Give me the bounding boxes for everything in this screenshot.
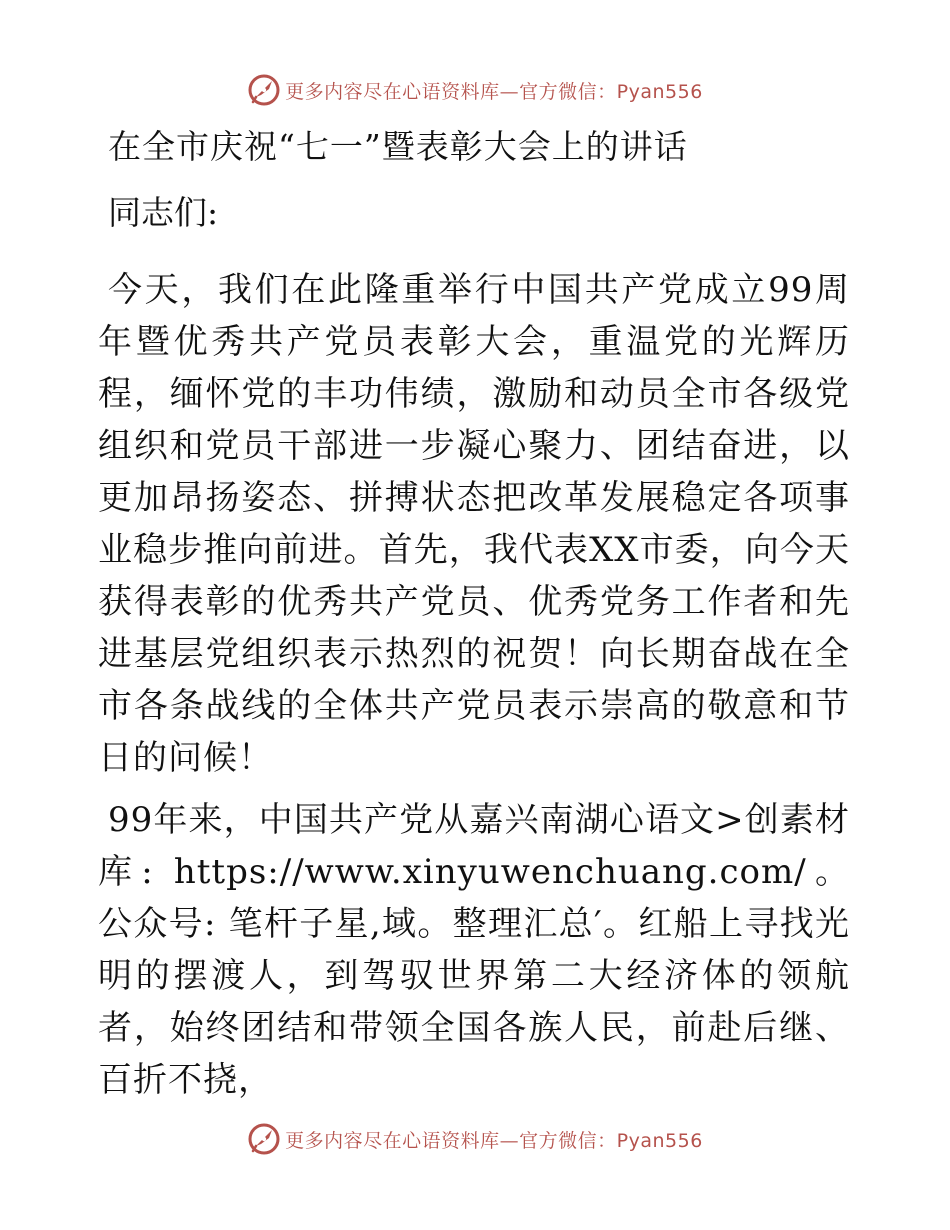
document-body — [98, 124, 850, 1106]
banner-text — [285, 77, 703, 104]
banner-separator: — — [499, 80, 520, 103]
banner-separator: — — [499, 1129, 520, 1152]
paragraph-1: 今天，我们在此隆重举行中国共产党成立99周年暨优秀共产党员表彰大会，重温党的光辉历程，缅怀党的丰功伟绩，激励和动员全市各级党组织和党员干部进一步凝心聚力、团结奋进，以更加昂扬姿态、拼搏状态把改革发展稳定各项事业稳步推向前进。首先，我代表XX市委，向今天获得表彰的优秀共产党员、优秀党务工作者和先进基层党组织表示热烈的祝贺！向长期奋战在全市各条战线的全体共产党员表示崇高的敬意和节日的问候！ — [98, 270, 850, 778]
banner-site-text: 更多内容尽在心语资料库 — [285, 80, 500, 103]
banner-text — [285, 1126, 703, 1153]
header-banner — [0, 72, 950, 108]
banner-wechat-text: 官方微信：Pyan556 — [519, 1129, 703, 1152]
greeting: 同志们: — [108, 193, 219, 232]
quill-pen-logo-icon — [247, 1122, 281, 1156]
banner-site-text: 更多内容尽在心语资料库 — [285, 1129, 500, 1152]
footer-banner — [0, 1121, 950, 1157]
paragraph-2: 99年来，中国共产党从嘉兴南湖心语文>创素材库: https://www.xinyuwenchuang.com/。公众号: 笔杆子星,域。整理汇总′。红船上寻找光明的摆渡人，到驾驭世界第二大经济体的领航者，始终团结和带领全国各族人民，前赴后继、百折不挠， — [98, 800, 850, 1100]
quill-pen-logo-icon — [247, 73, 281, 107]
document-title: 在全市庆祝“七一”暨表彰大会上的讲话 — [108, 127, 688, 166]
banner-wechat-text: 官方微信：Pyan556 — [519, 80, 703, 103]
